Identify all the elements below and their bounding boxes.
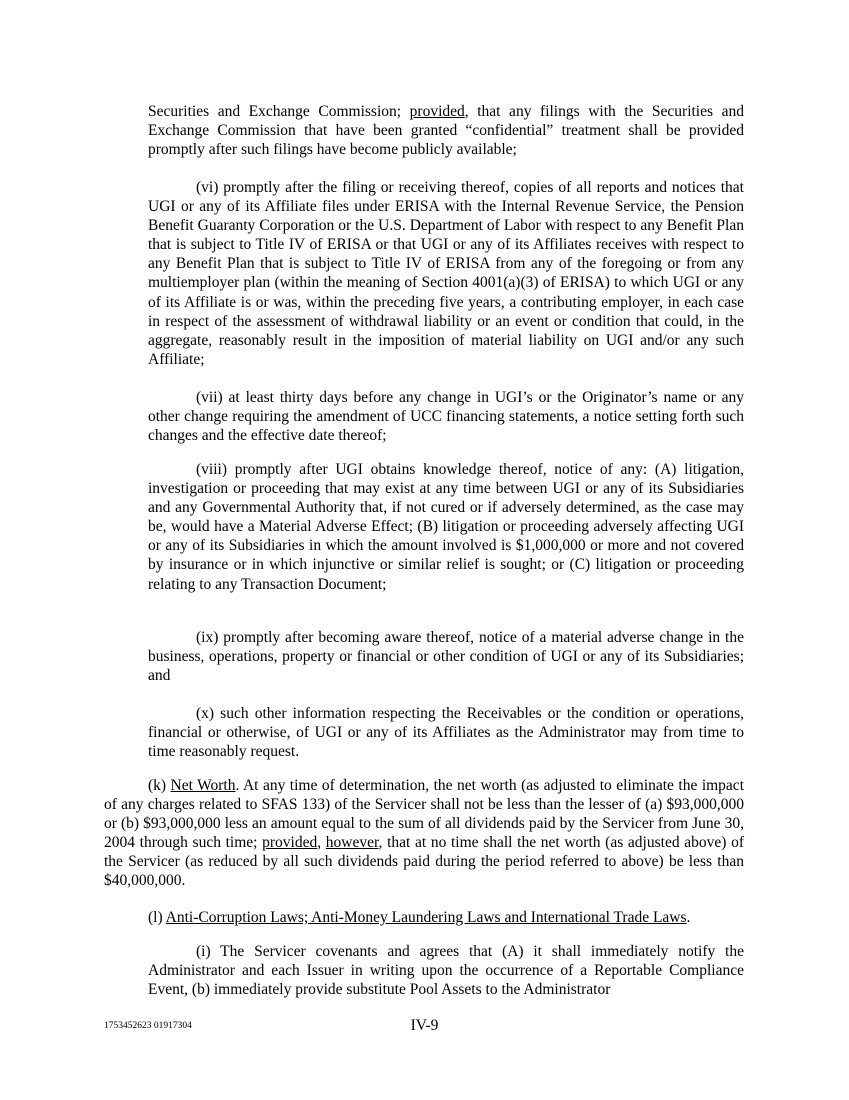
section-label: (l) — [148, 909, 166, 926]
paragraph-viii: (viii) promptly after UGI obtains knowledge thereof, notice of any: (A) litigation, investigation or proceeding that may exist at any time between UGI or any of its Subsidiaries and any Governmental Authority that, if not cured or if adversely determined, as the case may be, would have a Material Adverse Effect; (B) litigation or proceeding adversely affecting UGI or any of its Subsidiaries in which the amount involved is $1,000,000 or more and not covered by insurance or in which injunctive or similar relief is sought; or (C) litigation or proceeding relating to any Transaction Document; — [148, 461, 744, 593]
section-heading: Net Worth — [170, 777, 236, 794]
paragraph-ix: (ix) promptly after becoming aware thereof, notice of a material adverse change in the business, operations, property or financial or other condition of UGI or any of its Subsidiaries; and — [148, 629, 744, 685]
paragraph-continuation — [148, 102, 744, 159]
underlined-term: however — [325, 834, 379, 852]
paragraph-x: (x) such other information respecting the Receivables or the condition or operations, financial or otherwise, of UGI or any of its Affiliates as the Administrator may from time to time reasonably request. — [148, 705, 744, 761]
text-run: , that at no time shall the net worth (as adjusted above) of the Servicer (as reduced by all such dividends paid during the period referred to above) be less than $40,000,000. — [104, 834, 744, 890]
page-number: IV-9 — [410, 1017, 439, 1034]
document-id: 17534526​23 01917304 — [104, 1021, 192, 1031]
paragraph-l-heading — [104, 908, 744, 927]
paragraph-vii: (vii) at least thirty days before any change in UGI’s or the Originator’s name or any other change requiring the amendment of UCC financing statements, a notice setting forth such changes and the effective date thereof; — [148, 389, 744, 445]
text-run: Securities and Exchange Commission; — [148, 103, 410, 120]
paragraph-vi: (vi) promptly after the filing or receiving thereof, copies of all reports and notices that UGI or any of its Affiliate files under ERISA with the Internal Revenue Service, the Pension Benefit Guaranty Corporation or the U.S. Department of Labor with respect to any Benefit Plan that is subject to Title IV of ERISA or that UGI or any of its Affiliates receives with respect to any Benefit Plan that is subject to Title IV of ERISA from any of the foregoing or from any multiemployer plan (within the meaning of Section 4001(a)(3) of ERISA) to which UGI or any of its Affiliate is or was, within the preceding five years, a contributing employer, in each case in respect of the assessment of withdrawal liability or an event or condition that could, in the aggregate, reasonably result in the imposition of material liability on UGI and/or any such Affiliate; — [148, 179, 744, 368]
paragraph-l-i: (i) The Servicer covenants and agrees that (A) it shall immediately notify the Administrator and each Issuer in writing upon the occurrence of a Reportable Compliance Event, (b) immediately provide substitute Pool Assets to the Administrator — [148, 943, 744, 999]
text-run: . — [686, 909, 691, 926]
section-heading: Anti-Corruption Laws; Anti-Money Laundering Laws and International Trade Laws — [165, 909, 687, 926]
paragraph-k-net-worth — [104, 776, 744, 891]
text-run: , that any filings with the Securities and Exchange Commission that have been granted “confidential” treatment shall be provided promptly after such filings have become publicly available; — [148, 103, 744, 159]
section-label: (k) — [148, 777, 171, 794]
underlined-term: provided — [262, 834, 318, 852]
underlined-term: provided — [409, 103, 465, 120]
text-run: . At any time of determination, the net worth (as adjusted to eliminate the impact of any charges related to SFAS 133) of the Servicer shall not be less than the lesser of (a) $93,000,000 or (b) $93,000,000 less an amount equal to the sum of all dividends paid by the Servicer from June 30, 2004 through such time; — [104, 777, 744, 852]
text-run: , — [317, 834, 326, 852]
